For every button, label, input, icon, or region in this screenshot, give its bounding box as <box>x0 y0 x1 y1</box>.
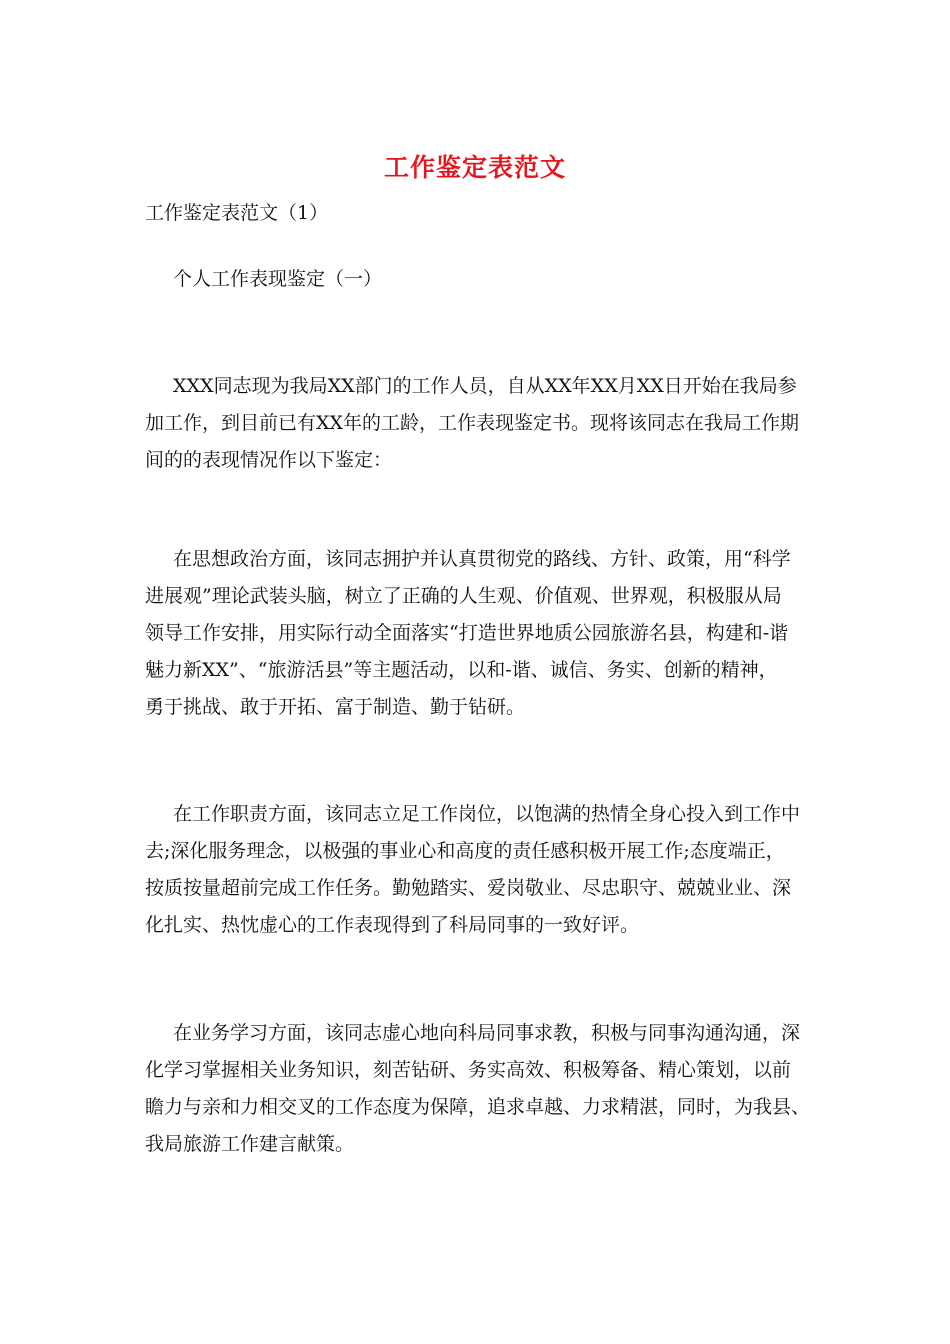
paragraph-study <box>145 1015 809 1163</box>
paragraph-line: 间的的表现情况作以下鉴定： <box>145 449 393 471</box>
paragraph-line: XXX同志现为我局XX部门的工作人员，自从XX年XX月XX日开始在我局参 <box>173 375 797 397</box>
paragraph-line: 在业务学习方面，该同志虚心地向科局同事求教，积极与同事沟通沟通，深 <box>173 1022 801 1044</box>
paragraph-intro <box>145 368 809 479</box>
document-title: 工作鉴定表范文 <box>383 153 566 182</box>
paragraph-line: 按质按量超前完成工作任务。勤勉踏实、爱岗敬业、尽忠职守、兢兢业业、深 <box>145 877 792 899</box>
paragraph-line: 去;深化服务理念，以极强的事业心和高度的责任感积极开展工作;态度端正， <box>145 840 785 862</box>
paragraph-line: 勇于挑战、敢于开拓、富于制造、勤于钻研。 <box>145 696 526 718</box>
section-heading: 个人工作表现鉴定（一） <box>173 268 383 290</box>
paragraph-line: 进展观”理论武装头脑，树立了正确的人生观、价值观、世界观，积极服从局 <box>145 585 782 607</box>
paragraph-line: 化学习掌握相关业务知识，刻苦钻研、务实高效、积极筹备、精心策划，以前 <box>145 1059 792 1081</box>
paragraph-line: 在工作职责方面，该同志立足工作岗位，以饱满的热情全身心投入到工作中 <box>173 803 801 825</box>
paragraph-political <box>145 541 809 726</box>
paragraph-line: 化扎实、热忱虚心的工作表现得到了科局同事的一致好评。 <box>145 914 640 936</box>
paragraph-line: 领导工作安排，用实际行动全面落实“打造世界地质公园旅游名县，构建和-谐 <box>145 622 789 644</box>
paragraph-line: 在思想政治方面，该同志拥护并认真贯彻党的路线、方针、政策，用“科学 <box>173 548 791 570</box>
paragraph-line: 魅力新XX”、“旅游活县”等主题活动，以和-谐、诚信、务实、创新的精神， <box>145 659 778 681</box>
document-subtitle: 工作鉴定表范文（1） <box>145 202 329 224</box>
paragraph-line: 我局旅游工作建言献策。 <box>145 1133 355 1155</box>
paragraph-duties <box>145 796 809 944</box>
paragraph-line: 加工作，到目前已有XX年的工龄，工作表现鉴定书。现将该同志在我局工作期 <box>145 412 800 434</box>
paragraph-line: 瞻力与亲和力相交叉的工作态度为保障，追求卓越、力求精湛，同时，为我县、 <box>145 1096 811 1118</box>
